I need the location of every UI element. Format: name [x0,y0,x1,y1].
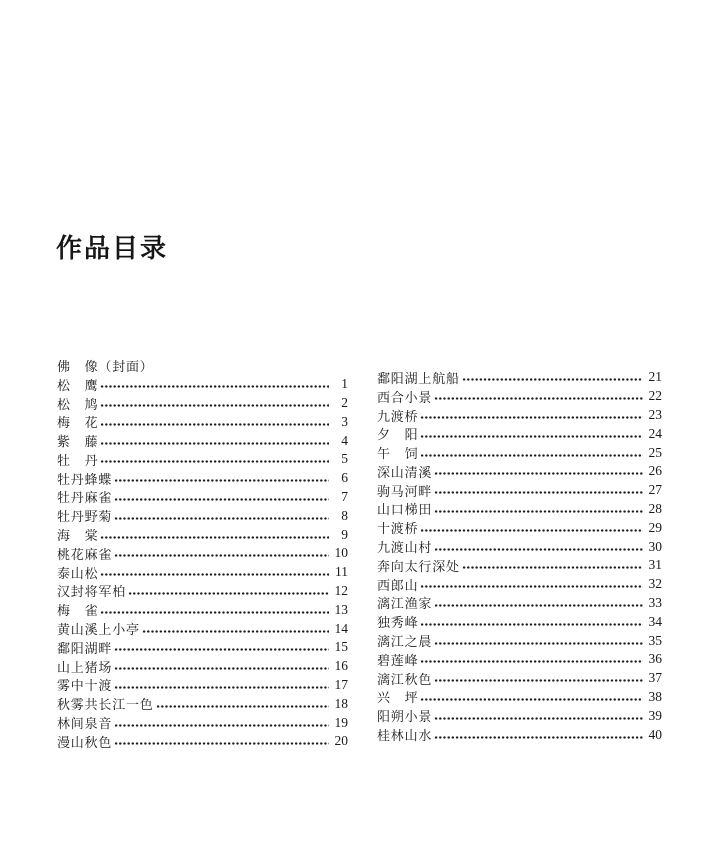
toc-entry-title: 碧莲峰 [377,652,419,668]
toc-entry-title: 漓江渔家 [377,596,433,612]
toc-entry-title: 松 鸠 [57,396,99,412]
toc-entry [57,356,348,375]
toc-entry-title: 兴 坪 [377,690,419,706]
toc-entry [377,481,662,500]
toc-entry-title: 梅 雀 [57,603,99,619]
toc-entry [57,525,348,544]
toc-entry [377,575,662,594]
toc-entry-title: 漫山秋色 [57,734,113,750]
toc-entry [377,406,662,425]
dot-leader [462,566,643,570]
toc-entry-title: 山上猪场 [57,659,113,675]
toc-entry-title: 松 鹰 [57,377,99,393]
toc-entry-page: 13 [334,601,348,617]
dot-leader [100,403,329,407]
toc-entry [377,537,662,556]
toc-entry [377,443,662,462]
toc-entry-page: 33 [648,594,662,610]
dot-leader [156,704,329,708]
toc-entry-page: 17 [334,676,348,692]
dot-leader [128,591,329,595]
toc-entry-title: 桃花麻雀 [57,546,113,562]
toc-entry-page: 32 [648,576,662,592]
dot-leader [100,610,329,614]
dot-leader [434,641,643,645]
toc-entry-page: 16 [334,658,348,674]
toc-entry [377,368,662,387]
toc-entry-title: 泰山松 [57,565,99,581]
toc-entry [377,725,662,744]
toc-entry-title: 午 饲 [377,446,419,462]
dot-leader [434,603,643,607]
toc-entry-page: 31 [648,557,662,573]
page-title: 作品目录 [56,233,169,263]
dot-leader [434,735,643,739]
toc-entry-page: 22 [648,388,662,404]
toc-entry [57,469,348,488]
toc-entry-page: 3 [341,413,348,429]
dot-leader [420,528,643,532]
dot-leader [100,573,329,577]
dot-leader [420,585,643,589]
toc-entry-title: 漓江秋色 [377,671,433,687]
toc-entry [57,638,348,657]
toc-entry-title: 林间泉音 [57,716,113,732]
toc-entry [377,631,662,650]
toc-entry-title: 阳朔小景 [377,709,433,725]
toc-entry-page: 28 [648,500,662,516]
toc-column-right [377,368,662,744]
dot-leader [114,742,329,746]
toc-entry-page: 2 [341,394,348,410]
toc-entry-page: 37 [648,670,662,686]
toc-entry-title: 独秀峰 [377,615,419,631]
dot-leader [420,453,643,457]
toc-entry [57,582,348,601]
toc-entry [377,594,662,613]
toc-entry [377,688,662,707]
dot-leader [114,685,329,689]
toc-entry-page: 15 [334,639,348,655]
toc-entry [57,600,348,619]
toc-entry-page: 36 [648,651,662,667]
toc-entry-title: 梅 花 [57,415,99,431]
toc-entry-page: 39 [648,707,662,723]
toc-entry-title: 九渡山村 [377,540,433,556]
toc-entry [377,556,662,575]
toc-entry [57,488,348,507]
toc-entry-title: 夕 阳 [377,427,419,443]
toc-entry [57,732,348,751]
toc-entry-page: 18 [334,695,348,711]
toc-entry-page: 40 [648,726,662,742]
toc-entry-title: 鄱阳湖畔 [57,640,113,656]
toc-entry-page: 38 [648,688,662,704]
toc-entry-page: 1 [341,376,348,392]
toc-entry-page: 25 [648,444,662,460]
toc-entry-title: 驹马河畔 [377,483,433,499]
toc-entry [57,450,348,469]
dot-leader [114,554,329,558]
dot-leader [420,622,643,626]
dot-leader [100,535,329,539]
toc-entry [57,544,348,563]
toc-entry [57,375,348,394]
dot-leader [420,660,643,664]
dot-leader [434,547,643,551]
toc-entry-page: 9 [341,526,348,542]
toc-entry-title: 牡 丹 [57,452,99,468]
toc-entry-page: 20 [334,733,348,749]
toc-entry-title: 雾中十渡 [57,678,113,694]
toc-entry [57,506,348,525]
toc-entry [57,431,348,450]
toc-entry-page: 10 [334,545,348,561]
toc-entry-title: 牡丹麻雀 [57,490,113,506]
toc-entry-page: 29 [648,519,662,535]
toc-entry [377,612,662,631]
toc-entry-title: 漓江之晨 [377,634,433,650]
toc-entry-title: 西合小景 [377,389,433,405]
dot-leader [100,441,329,445]
toc-entry [57,412,348,431]
dot-leader [434,397,643,401]
toc-entry-page: 5 [341,451,348,467]
toc-entry-page: 6 [341,470,348,486]
toc-entry-page: 12 [334,582,348,598]
dot-leader [100,460,329,464]
toc-entry-title: 深山清溪 [377,464,433,480]
dot-leader [434,679,643,683]
dot-leader [114,648,329,652]
toc-entry [57,676,348,695]
dot-leader [462,378,643,382]
toc-entry-page: 11 [335,564,348,580]
dot-leader [434,472,643,476]
toc-entry [57,394,348,413]
toc-entry [377,650,662,669]
dot-leader [142,629,329,633]
toc-entry-title: 紫 藤 [57,434,99,450]
toc-entry [377,500,662,519]
toc-entry-page: 24 [648,425,662,441]
toc-entry [377,424,662,443]
dot-leader [420,434,643,438]
dot-leader [114,723,329,727]
dot-leader [114,667,329,671]
dot-leader [434,716,643,720]
toc-entry-page: 8 [341,507,348,523]
toc-entry-page: 21 [648,369,662,385]
toc-entry-title: 西郎山 [377,577,419,593]
toc-entry [57,619,348,638]
toc-entry-title: 山口梯田 [377,502,433,518]
toc-entry-page: 23 [648,406,662,422]
toc-entry [57,657,348,676]
toc-entry [377,706,662,725]
dot-leader [434,491,643,495]
toc-entry-title: 九渡桥 [377,408,419,424]
toc-entry-title: 秋雾共长江一色 [57,697,154,713]
toc-entry-title: 十渡桥 [377,521,419,537]
toc-entry-page: 27 [648,482,662,498]
toc-entry-title: 汉封将军柏 [57,584,127,600]
toc-entry-title: 鄱阳湖上航船 [377,370,460,386]
toc-entry-page: 4 [341,432,348,448]
toc-entry [377,387,662,406]
toc-entry [57,563,348,582]
toc-entry-page: 14 [334,620,348,636]
toc-entry-page: 34 [648,613,662,629]
toc-entry-title: 牡丹蜂蝶 [57,471,113,487]
dot-leader [114,479,329,483]
toc-entry-title: 黄山溪上小亭 [57,622,140,638]
toc-entry [57,694,348,713]
toc-entry-page: 7 [341,488,348,504]
toc-entry-page: 35 [648,632,662,648]
toc-entry-page: 26 [648,463,662,479]
toc-entry-page: 19 [334,714,348,730]
dot-leader [114,516,329,520]
dot-leader [434,509,643,513]
toc-entry-title: 海 棠 [57,528,99,544]
dot-leader [114,497,329,501]
toc-entry [377,462,662,481]
dot-leader [420,415,643,419]
dot-leader [420,697,643,701]
toc-entry-title: 桂林山水 [377,728,433,744]
dot-leader [100,422,329,426]
toc-entry-title: 佛 像（封面） [57,358,154,374]
toc-column-left [57,356,348,751]
toc-entry [57,713,348,732]
dot-leader [100,385,329,389]
toc-entry-title: 牡丹野菊 [57,509,113,525]
toc-entry [377,518,662,537]
toc-entry-title: 奔向太行深处 [377,558,460,574]
toc-entry-page: 30 [648,538,662,554]
toc-entry [377,669,662,688]
